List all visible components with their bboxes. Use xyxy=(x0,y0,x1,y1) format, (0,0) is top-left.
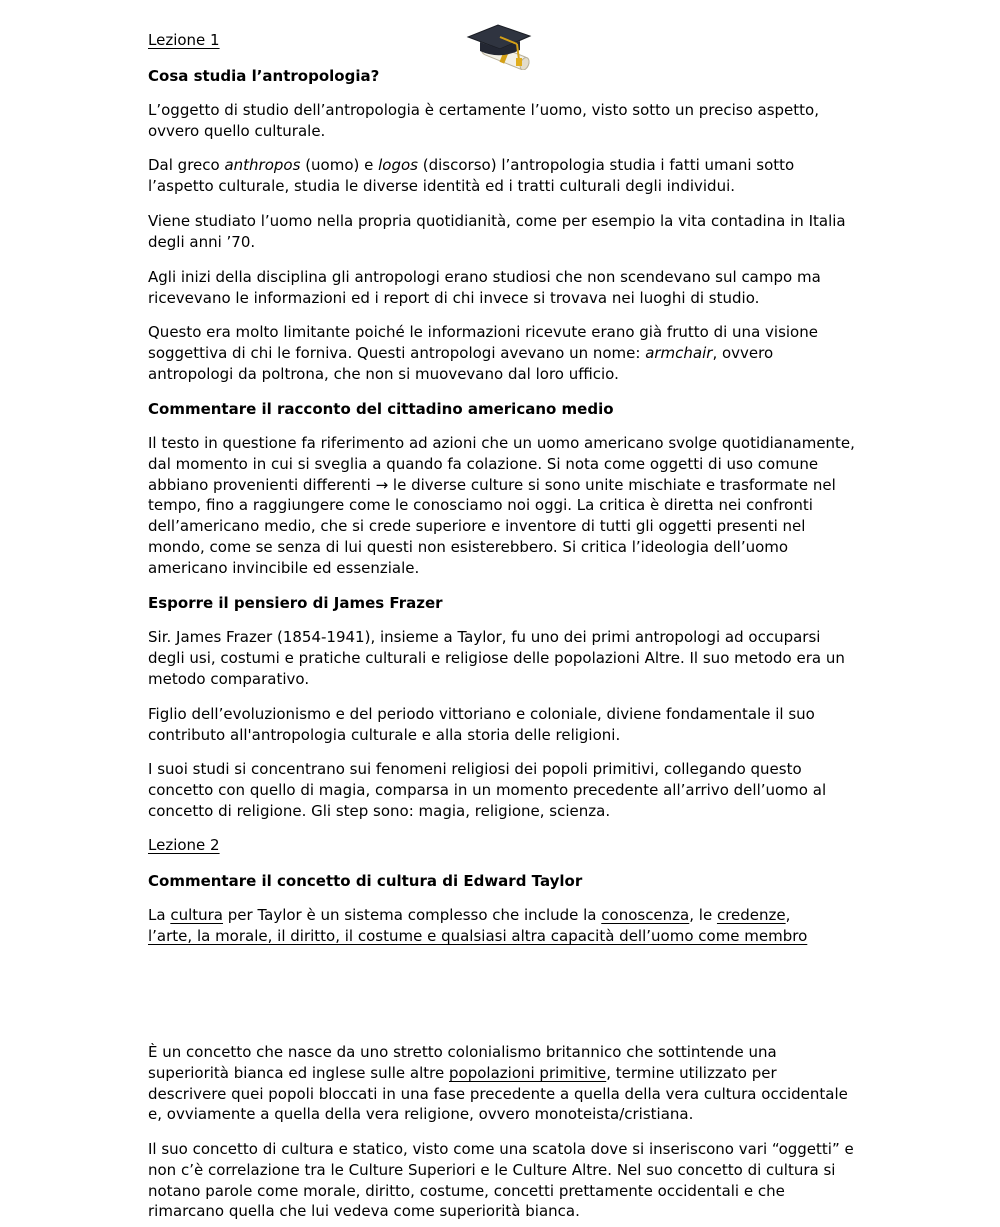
paragraph-1: L’oggetto di studio dell’antropologia è certamente l’uomo, visto sotto un preciso aspetto, ovvero quello culturale. xyxy=(148,101,819,140)
paragraph-7: Sir. James Frazer (1854-1941), insieme a Taylor, fu uno dei primi antropologi ad occuparsi degli usi, costumi e pratiche culturali e religiose delle popolazioni Altre. Il suo metodo era un metodo comparativo. xyxy=(148,628,845,688)
paragraph-5: Questo era molto limitante poiché le informazioni ricevute erano già frutto di una visione soggettiva di chi le forniva. Questi antropologi avevano un nome: armchair, ovvero antropologi da poltrona, che non si muovevano dal loro ufficio. xyxy=(148,323,818,383)
paragraph-8: Figlio dell’evoluzionismo e del periodo vittoriano e coloniale, diviene fondamentale il suo contributo all'antropologia culturale e alla storia delle religioni. xyxy=(148,705,815,744)
heading-james-frazer: Esporre il pensiero di James Frazer xyxy=(148,594,443,612)
paragraph-3: Viene studiato l’uomo nella propria quotidianità, come per esempio la vita contadina in Italia degli anni ’70. xyxy=(148,212,846,251)
paragraph-2: Dal greco anthropos (uomo) e logos (discorso) l’antropologia studia i fatti umani sotto l’aspetto culturale, studia le diverse identità ed i tratti culturali degli individui. xyxy=(148,156,795,195)
paragraph-9: I suoi studi si concentrano sui fenomeni religiosi dei popoli primitivi, collegando questo concetto con quello di magia, comparsa in un momento precedente all’arrivo dell’uomo al concetto di religione. Gli step sono: magia, religione, scienza. xyxy=(148,760,827,820)
paragraph-4: Agli inizi della disciplina gli antropologi erano studiosi che non scendevano sul campo ma ricevevano le informazioni ed i report di chi invece si trovava nei luoghi di studio. xyxy=(148,268,821,307)
heading-cosa-studia: Cosa studia l’antropologia? xyxy=(148,67,380,85)
heading-edward-taylor: Commentare il concetto di cultura di Edward Taylor xyxy=(148,872,583,890)
paragraph-12: Il suo concetto di cultura e statico, visto come una scatola dove si inseriscono vari “oggetti” e non c’è correlazione tra le Culture Superiori e le Culture Altre. Nel suo concetto di cultura si notano parole come morale, diritto, costume, concetti prettamente occidentali e che rimarcano quella che lui vedeva come superiorità bianca. xyxy=(148,1140,854,1221)
heading-cittadino-americano: Commentare il racconto del cittadino americano medio xyxy=(148,400,614,418)
arrow-right-icon: → xyxy=(375,475,389,494)
paragraph-11: È un concetto che nasce da uno stretto colonialismo britannico che sottintende una superiorità bianca ed inglese sulle altre popolazioni primitive, termine utilizzato per descrivere quei popoli bloccati in una fase precedente a quella della vera cultura occidentale e, ovviamente a quella della vera religione, ovvero monoteista/cristiana. xyxy=(148,1043,848,1124)
lesson-1-label: Lezione 1 xyxy=(148,31,220,49)
paragraph-10: La cultura per Taylor è un sistema complesso che include la conoscenza, le credenze, l’arte, la morale, il diritto, il costume e qualsiasi altra capacità dell’uomo come membro xyxy=(148,906,808,945)
lesson-2-label: Lezione 2 xyxy=(148,836,220,854)
paragraph-12-container xyxy=(148,1139,858,1227)
paragraph-6: Il testo in questione fa riferimento ad azioni che un uomo americano svolge quotidianamente, dal momento in cui si sveglia a quando fa colazione. Si nota come oggetti di uso comune abbiano provenienti differenti → le diverse culture si sono unite mischiate e trasformate nel tempo, fino a raggiungere come le conosciamo noi oggi. La critica è diretta nei confronti dell’americano medio, che si crede superiore e inventore di tutti gli oggetti presenti nel mondo, come se senza di lui questi non esisterebbero. Si critica l’ideologia dell’uomo americano invincibile ed essenziale. xyxy=(148,434,855,577)
